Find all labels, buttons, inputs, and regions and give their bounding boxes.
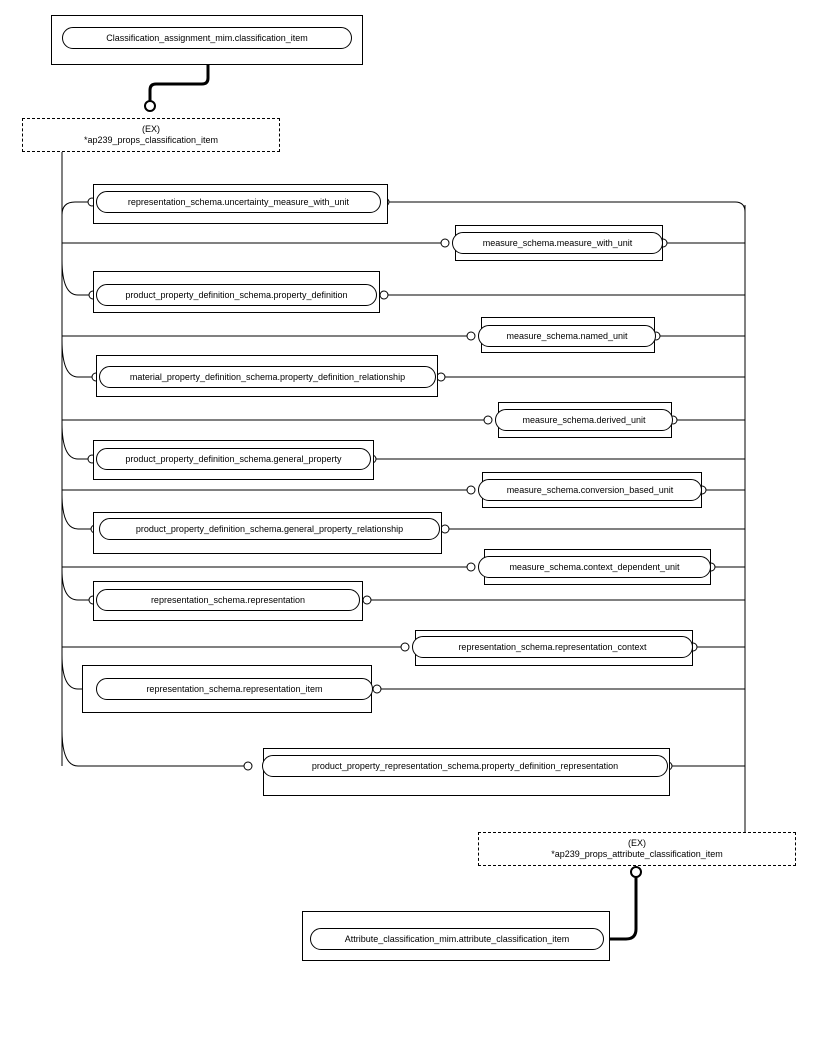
branch-left-3: [62, 340, 95, 377]
connector-dot-l8: [244, 762, 252, 770]
entity-measure-schema-context-dependent-unit[interactable]: measure_schema.context_dependent_unit: [478, 556, 711, 578]
branch-left-2: [62, 260, 92, 295]
connector-dot-r2: [380, 291, 388, 299]
connector-dot-rc4: [467, 486, 475, 494]
branch-left-4: [62, 423, 91, 459]
entity-attribute-classification-item[interactable]: Attribute_classification_mim.attribute_classification_item: [310, 928, 604, 950]
connector-dot-r3: [437, 373, 445, 381]
select-bottom-ex-label: (EX): [628, 838, 646, 848]
select-ap239-props-classification-item[interactable]: [22, 118, 280, 152]
entity-product-property-definition-schema-property-definition[interactable]: product_property_definition_schema.property_definition: [96, 284, 377, 306]
connector-dot-rc5: [467, 563, 475, 571]
connector-dot-rc6: [401, 643, 409, 651]
connector-dot-r7: [373, 685, 381, 693]
select-bottom-connector-dot: [631, 867, 641, 877]
entity-material-property-definition-schema-property-definition-relationship[interactable]: material_property_definition_schema.property_definition_relationship: [99, 366, 436, 388]
select-top-ex-label: (EX): [142, 124, 160, 134]
entity-measure-schema-conversion-based-unit[interactable]: measure_schema.conversion_based_unit: [478, 479, 702, 501]
select-ap239-props-attribute-classification-item[interactable]: [478, 832, 796, 866]
connector-dot-rc3: [484, 416, 492, 424]
entity-representation-schema-representation-item[interactable]: representation_schema.representation_item: [96, 678, 373, 700]
entity-product-property-definition-schema-general-property-relationship[interactable]: product_property_definition_schema.general_property_relationship: [99, 518, 440, 540]
entity-representation-schema-uncertainty-measure-with-unit[interactable]: representation_schema.uncertainty_measure_with_unit: [96, 191, 381, 213]
select-top-name: *ap239_props_classification_item: [83, 135, 219, 145]
select-bottom-name: *ap239_props_attribute_classification_item: [551, 849, 723, 859]
entity-representation-schema-representation-context[interactable]: representation_schema.representation_context: [412, 636, 693, 658]
entity-product-property-representation-schema-property-definition-representation[interactable]: product_property_representation_schema.property_definition_representation: [262, 755, 668, 777]
entity-product-property-definition-schema-general-property[interactable]: product_property_definition_schema.general_property: [96, 448, 371, 470]
connector-dot-rc2: [467, 332, 475, 340]
select-top-connector-dot: [145, 101, 155, 111]
entity-measure-schema-measure-with-unit[interactable]: measure_schema.measure_with_unit: [452, 232, 663, 254]
branch-left-5: [62, 494, 94, 529]
connector-dot-rc1: [441, 239, 449, 247]
entity-measure-schema-named-unit[interactable]: measure_schema.named_unit: [478, 325, 656, 347]
branch-left-1: [62, 202, 90, 215]
entity-classification-item[interactable]: Classification_assignment_mim.classification_item: [62, 27, 352, 49]
branch-left-6: [62, 570, 92, 600]
entity-representation-schema-representation[interactable]: representation_schema.representation: [96, 589, 360, 611]
connector-dot-r6: [363, 596, 371, 604]
entity-measure-schema-derived-unit[interactable]: measure_schema.derived_unit: [495, 409, 673, 431]
lead-r1: [388, 202, 745, 212]
wire-top-entity-to-select: [150, 65, 208, 100]
connector-dot-r5: [441, 525, 449, 533]
branch-left-8: [62, 730, 244, 766]
